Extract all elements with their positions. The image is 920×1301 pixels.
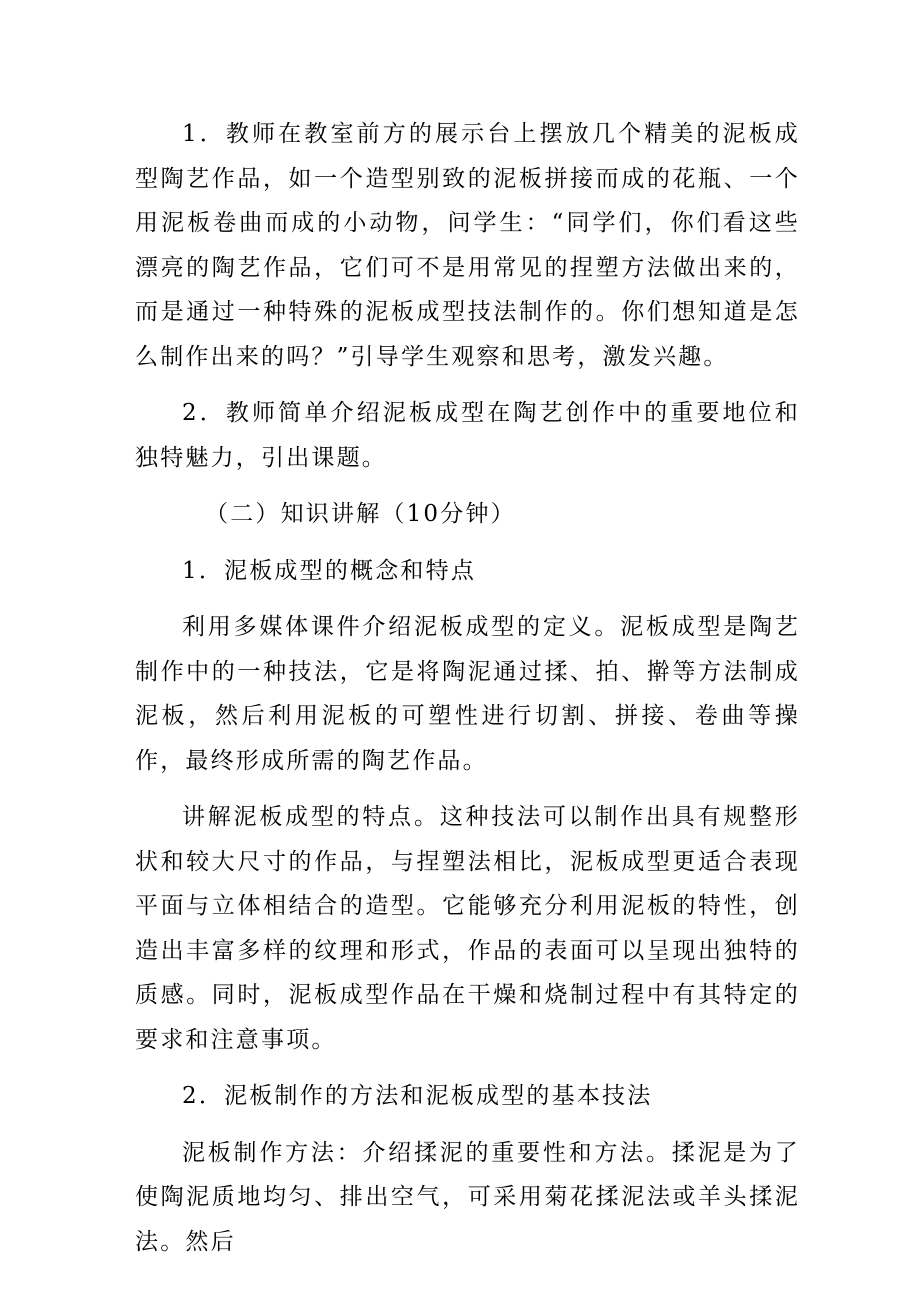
section-heading-knowledge: （二）知识讲解（10分钟） <box>205 501 516 527</box>
paragraph-intro-2: 2．教师简单介绍泥板成型在陶艺创作中的重要地位和独特魅力，引出课题。 <box>135 400 800 471</box>
paragraph-definition: 利用多媒体课件介绍泥板成型的定义。泥板成型是陶艺制作中的一种技法，它是将陶泥通过揉、拍、擀等方法制成泥板，然后利用泥板的可塑性进行切割、拼接、卷曲等操作，最终形成所需的陶艺作品。 <box>135 614 800 774</box>
paragraph-method: 泥板制作方法：介绍揉泥的重要性和方法。揉泥是为了使陶泥质地均匀、排出空气，可采用菊花揉泥法或羊头揉泥法。然后 <box>135 1139 800 1255</box>
subheading-methods-techniques: 2．泥板制作的方法和泥板成型的基本技法 <box>182 1083 653 1109</box>
subheading-concept-features: 1．泥板成型的概念和特点 <box>182 557 477 584</box>
paragraph-features: 讲解泥板成型的特点。这种技法可以制作出具有规整形状和较大尺寸的作品，与捏塑法相比，泥板成型更适合表现平面与立体相结合的造型。它能够充分利用泥板的特性，创造出丰富多样的纹理和形式，作品的表面可以呈现出独特的质感。同时，泥板成型作品在干燥和烧制过程中有其特定的要求和注意事项。 <box>135 804 800 1053</box>
paragraph-intro-1: 1．教师在教室前方的展示台上摆放几个精美的泥板成型陶艺作品，如一个造型别致的泥板拼接而成的花瓶、一个用泥板卷曲而成的小动物，问学生：“同学们，你们看这些漂亮的陶艺作品，它们可不是用常见的捏塑方法做出来的，而是通过一种特殊的泥板成型技法制作的。你们想知道是怎么制作出来的吗？”引导学生观察和思考，激发兴趣。 <box>135 121 800 370</box>
